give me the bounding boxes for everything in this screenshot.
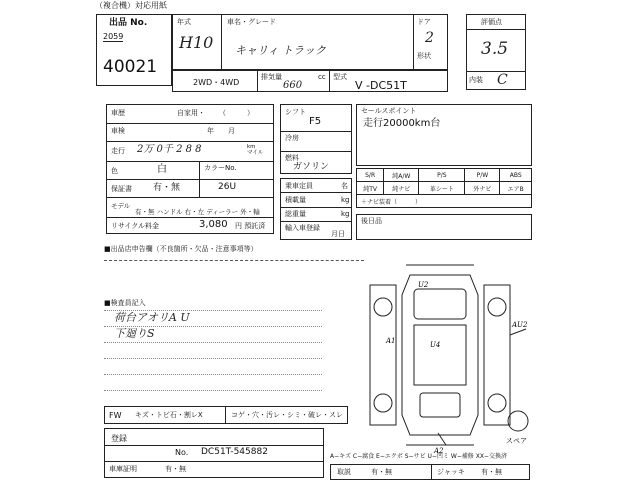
fuel-label: 燃料 <box>285 154 299 162</box>
shift-label: シフト <box>285 108 306 116</box>
left-front-wheel <box>374 298 392 316</box>
eq-cell: エアB <box>500 182 532 195</box>
eq-cell: 純ナビ <box>384 182 419 195</box>
mileage-label: 走行 <box>111 147 125 155</box>
eq-cell: 純TV <box>357 182 384 195</box>
displacement-unit: cc <box>318 73 326 81</box>
model-row-value: 有・無 ハンドル 右・左 ディーラー 外・輸 <box>135 208 260 216</box>
color-value: 白 <box>157 164 167 175</box>
vehicle-damage-diagram <box>350 255 550 455</box>
color-change-box <box>199 161 276 197</box>
engine-row <box>172 70 448 92</box>
spare-label: スペア <box>506 437 527 445</box>
eq-cell: P/S <box>419 169 465 182</box>
eq-navi: ＋ナビ装着（ ） <box>357 195 532 208</box>
rear-outline <box>420 393 460 417</box>
inspector-area <box>104 296 322 404</box>
fw-text: キズ・トビ石・割レX <box>135 411 203 419</box>
cert-label: 車庫証明 <box>109 465 137 473</box>
eq-cell: S/R <box>357 169 384 182</box>
notice-label: ■出品店申告欄（不良箇所・欠品・注意事項等） <box>104 245 258 253</box>
damage-mark: AU2 <box>512 321 528 329</box>
warranty-value: 有・無 <box>153 183 181 193</box>
manual-jack-row <box>330 464 530 480</box>
year-label: 年式 <box>177 18 191 26</box>
fuel-value: ガソリン <box>293 162 330 172</box>
right-rear-wheel <box>488 394 506 412</box>
inspector-label: ■検査員記入 <box>104 299 146 307</box>
capacity-table <box>280 178 352 240</box>
score-box <box>466 14 526 90</box>
recycle-unit: 円 預託済 <box>235 222 266 230</box>
damage-mark: U2 <box>418 281 429 289</box>
score-label: 評価点 <box>481 18 502 26</box>
eq-cell: ABS <box>500 169 532 182</box>
eq-cell: 革シート <box>419 182 465 195</box>
cert-value: 有・無 <box>165 465 186 473</box>
eq-cell: P/W <box>465 169 500 182</box>
history-value: 自家用・ <box>177 109 205 117</box>
inspection-value: 年 月 <box>207 127 235 135</box>
load-unit: kg <box>341 196 350 204</box>
left-rear-wheel <box>374 394 392 412</box>
form-top-text: （複合機）対応用紙 <box>95 1 167 10</box>
year-value: H10 <box>179 33 214 52</box>
weight-unit: kg <box>341 210 350 218</box>
recycle-label: リサイクル料金 <box>111 222 160 230</box>
damage-mark: U4 <box>430 341 441 349</box>
type-label: 型式 <box>333 73 347 81</box>
color-label: 色 <box>111 167 118 175</box>
manual-value: 有・無 <box>371 468 392 476</box>
notice-line <box>104 260 364 261</box>
damage-mark: A2 <box>434 447 444 455</box>
vehicle-info-table <box>172 14 448 70</box>
reg-no-label: No. <box>175 448 189 457</box>
windshield-outline <box>414 289 466 319</box>
interior-value: C <box>497 72 508 88</box>
drive-value: 2WD・4WD <box>193 78 240 87</box>
score-value: 3.5 <box>481 39 509 59</box>
sales-point-value: 走行20000km台 <box>363 118 441 129</box>
eq-cell: 外ナビ <box>465 182 500 195</box>
displacement-label: 排気量 <box>261 73 282 81</box>
lot-number: 40021 <box>103 57 158 77</box>
registration-label: 登録 <box>111 434 127 443</box>
reg-no-value: DC51T-545882 <box>201 447 268 457</box>
model-value: キャリィ トラック <box>235 44 326 57</box>
left-info-table <box>106 104 274 234</box>
jack-label: ジャッキ <box>437 468 465 476</box>
inspection-label: 車検 <box>111 127 125 135</box>
type-value: V -DC51T <box>355 79 407 92</box>
right-front-wheel <box>488 298 506 316</box>
ac-label: 冷房 <box>285 134 299 142</box>
inspector-note-1: 荷台アオリA U <box>114 311 190 324</box>
shape-label: 形状 <box>417 52 431 60</box>
capacity-label: 乗車定員 <box>285 182 313 190</box>
auction-label: 出品 No. <box>109 18 148 28</box>
weight-label: 総重量 <box>285 210 306 218</box>
eq-cell: 純A/W <box>384 169 419 182</box>
shift-value: F5 <box>309 116 322 127</box>
history-label: 車歴 <box>111 109 125 117</box>
leader-line <box>510 329 526 335</box>
color-change-value: 26U <box>218 182 237 192</box>
mileage-unit: km マイル <box>247 144 264 156</box>
capacity-unit: 名 <box>341 182 348 190</box>
displacement-value: 660 <box>283 80 303 91</box>
import-unit: 月日 <box>331 230 345 238</box>
model-label: 車名・グレード <box>227 18 276 26</box>
spare-tire <box>508 411 528 431</box>
equipment-table <box>356 168 532 208</box>
damage-mark: A1 <box>386 337 396 345</box>
doors-value: 2 <box>425 30 434 46</box>
history-extra: （ ） <box>219 109 254 117</box>
fw-row <box>104 406 348 424</box>
color-change-label: カラーNo. <box>204 164 237 172</box>
registration-table <box>104 428 324 478</box>
recycle-note: 後日品 <box>361 217 382 225</box>
mileage-value: 2万 0千 2 8 8 <box>137 144 202 155</box>
sales-point-label: セールスポイント <box>361 107 417 115</box>
shift-fuel-table <box>280 104 352 174</box>
cargo-bed-outline <box>414 325 466 385</box>
inspector-note-2: 下廻りS <box>114 327 155 340</box>
model-row-label: モデル <box>111 202 131 210</box>
damage-legend: A−キズ C−腐食 E−エクボ S−サビ U−凹ミ W−補修 XX−交換済 <box>330 453 507 460</box>
interior-label: 内装 <box>469 76 483 84</box>
car-body-outline <box>402 275 478 435</box>
import-label: 輸入車登録 <box>285 224 320 232</box>
jack-value: 有・無 <box>481 468 502 476</box>
sales-point-box <box>356 104 532 166</box>
doors-label: ドア <box>417 18 431 26</box>
manual-label: 取説 <box>337 468 351 476</box>
recycle-value: 3,080 <box>199 219 228 230</box>
recycle-note-box <box>356 214 532 240</box>
load-label: 積載量 <box>285 196 306 204</box>
interior-damage-text: コゲ・穴・汚レ・シミ・破レ・スレ <box>231 411 343 419</box>
lot-box <box>96 14 172 86</box>
session-number: 2059 <box>103 32 124 41</box>
warranty-label: 保証書 <box>111 185 132 193</box>
fw-label: FW <box>109 411 122 420</box>
